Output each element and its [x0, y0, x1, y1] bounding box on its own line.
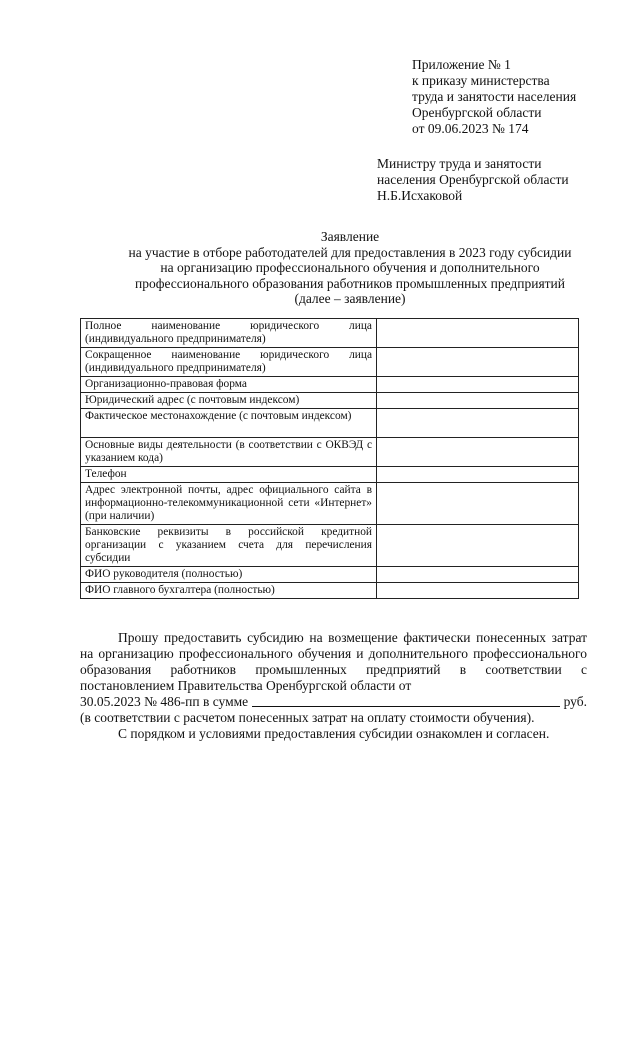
addressee-block	[377, 156, 627, 204]
field-value-phone[interactable]	[377, 467, 579, 483]
table-row	[81, 438, 579, 467]
request-paragraph: Прошу предоставить субсидию на возмещение фактически понесенных затрат на организацию профессионального обучения и дополнительного профессионального образования работников промышленных предприятий в соответствии с постановлением Правительства Оренбургской области от	[80, 630, 587, 693]
document-title	[60, 229, 640, 307]
field-label-legal-address: Юридический адрес (с почтовым индексом)	[81, 393, 377, 409]
field-label-short-name: Сокращенное наименование юридического лица (индивидуального предпринимателя)	[81, 348, 377, 377]
calculation-note: (в соответствии с расчетом понесенных затрат на оплату стоимости обучения).	[80, 710, 535, 725]
sum-prefix: 30.05.2023 № 486-пп в сумме	[80, 694, 249, 709]
request-body	[80, 630, 587, 742]
application-form-table	[80, 318, 579, 599]
field-label-phone: Телефон	[81, 467, 377, 483]
table-row	[81, 393, 579, 409]
sum-suffix: руб.	[563, 694, 587, 709]
addressee-line: Министру труда и занятости	[377, 156, 542, 171]
appendix-line: труда и занятости населения	[412, 89, 577, 104]
field-value-legal-address[interactable]	[377, 393, 579, 409]
field-value-email-website[interactable]	[377, 483, 579, 525]
field-value-activities[interactable]	[377, 438, 579, 467]
appendix-block	[412, 57, 632, 137]
field-value-short-name[interactable]	[377, 348, 579, 377]
table-row	[81, 319, 579, 348]
table-row	[81, 567, 579, 583]
table-row	[81, 377, 579, 393]
appendix-line: Приложение № 1	[412, 57, 511, 72]
field-label-activities: Основные виды деятельности (в соответствии с ОКВЭД с указанием кода)	[81, 438, 377, 467]
field-label-director: ФИО руководителя (полностью)	[81, 567, 377, 583]
sum-line	[80, 694, 587, 710]
title-line: на организацию профессионального обучения и дополнительного	[160, 260, 540, 276]
field-value-actual-location[interactable]	[377, 409, 579, 438]
table-row	[81, 483, 579, 525]
field-label-email-website: Адрес электронной почты, адрес официального сайта в информационно-телекоммуникационной сети «Интернет» (при наличии)	[81, 483, 377, 525]
table-row	[81, 525, 579, 567]
addressee-line: населения Оренбургской области	[377, 172, 569, 187]
appendix-line: к приказу министерства	[412, 73, 550, 88]
title-line: профессионального образования работников промышленных предприятий	[134, 275, 566, 291]
field-label-full-name: Полное наименование юридического лица (индивидуального предпринимателя)	[81, 319, 377, 348]
sum-blank-field[interactable]	[252, 694, 559, 707]
field-value-legal-form[interactable]	[377, 377, 579, 393]
consent-paragraph: С порядком и условиями предоставления субсидии ознакомлен и согласен.	[118, 726, 550, 741]
field-label-bank-details: Банковские реквизиты в российской кредитной организации с указанием счета для перечисления субсидии	[81, 525, 377, 567]
table-row	[81, 409, 579, 438]
field-value-chief-accountant[interactable]	[377, 583, 579, 599]
appendix-line: Оренбургской области	[412, 105, 542, 120]
title-line: на участие в отборе работодателей для предоставления в 2023 году субсидии	[128, 244, 572, 260]
title-heading: Заявление	[320, 229, 380, 244]
field-label-legal-form: Организационно-правовая форма	[81, 377, 377, 393]
field-value-director[interactable]	[377, 567, 579, 583]
addressee-line: Н.Б.Исхаковой	[377, 188, 463, 203]
table-row	[81, 467, 579, 483]
field-value-full-name[interactable]	[377, 319, 579, 348]
field-label-chief-accountant: ФИО главного бухгалтера (полностью)	[81, 583, 377, 599]
table-row	[81, 348, 579, 377]
appendix-line: от 09.06.2023 № 174	[412, 121, 529, 136]
field-label-actual-location: Фактическое местонахождение (с почтовым индексом)	[81, 409, 377, 438]
field-value-bank-details[interactable]	[377, 525, 579, 567]
table-row	[81, 583, 579, 599]
title-line: (далее – заявление)	[294, 291, 406, 307]
